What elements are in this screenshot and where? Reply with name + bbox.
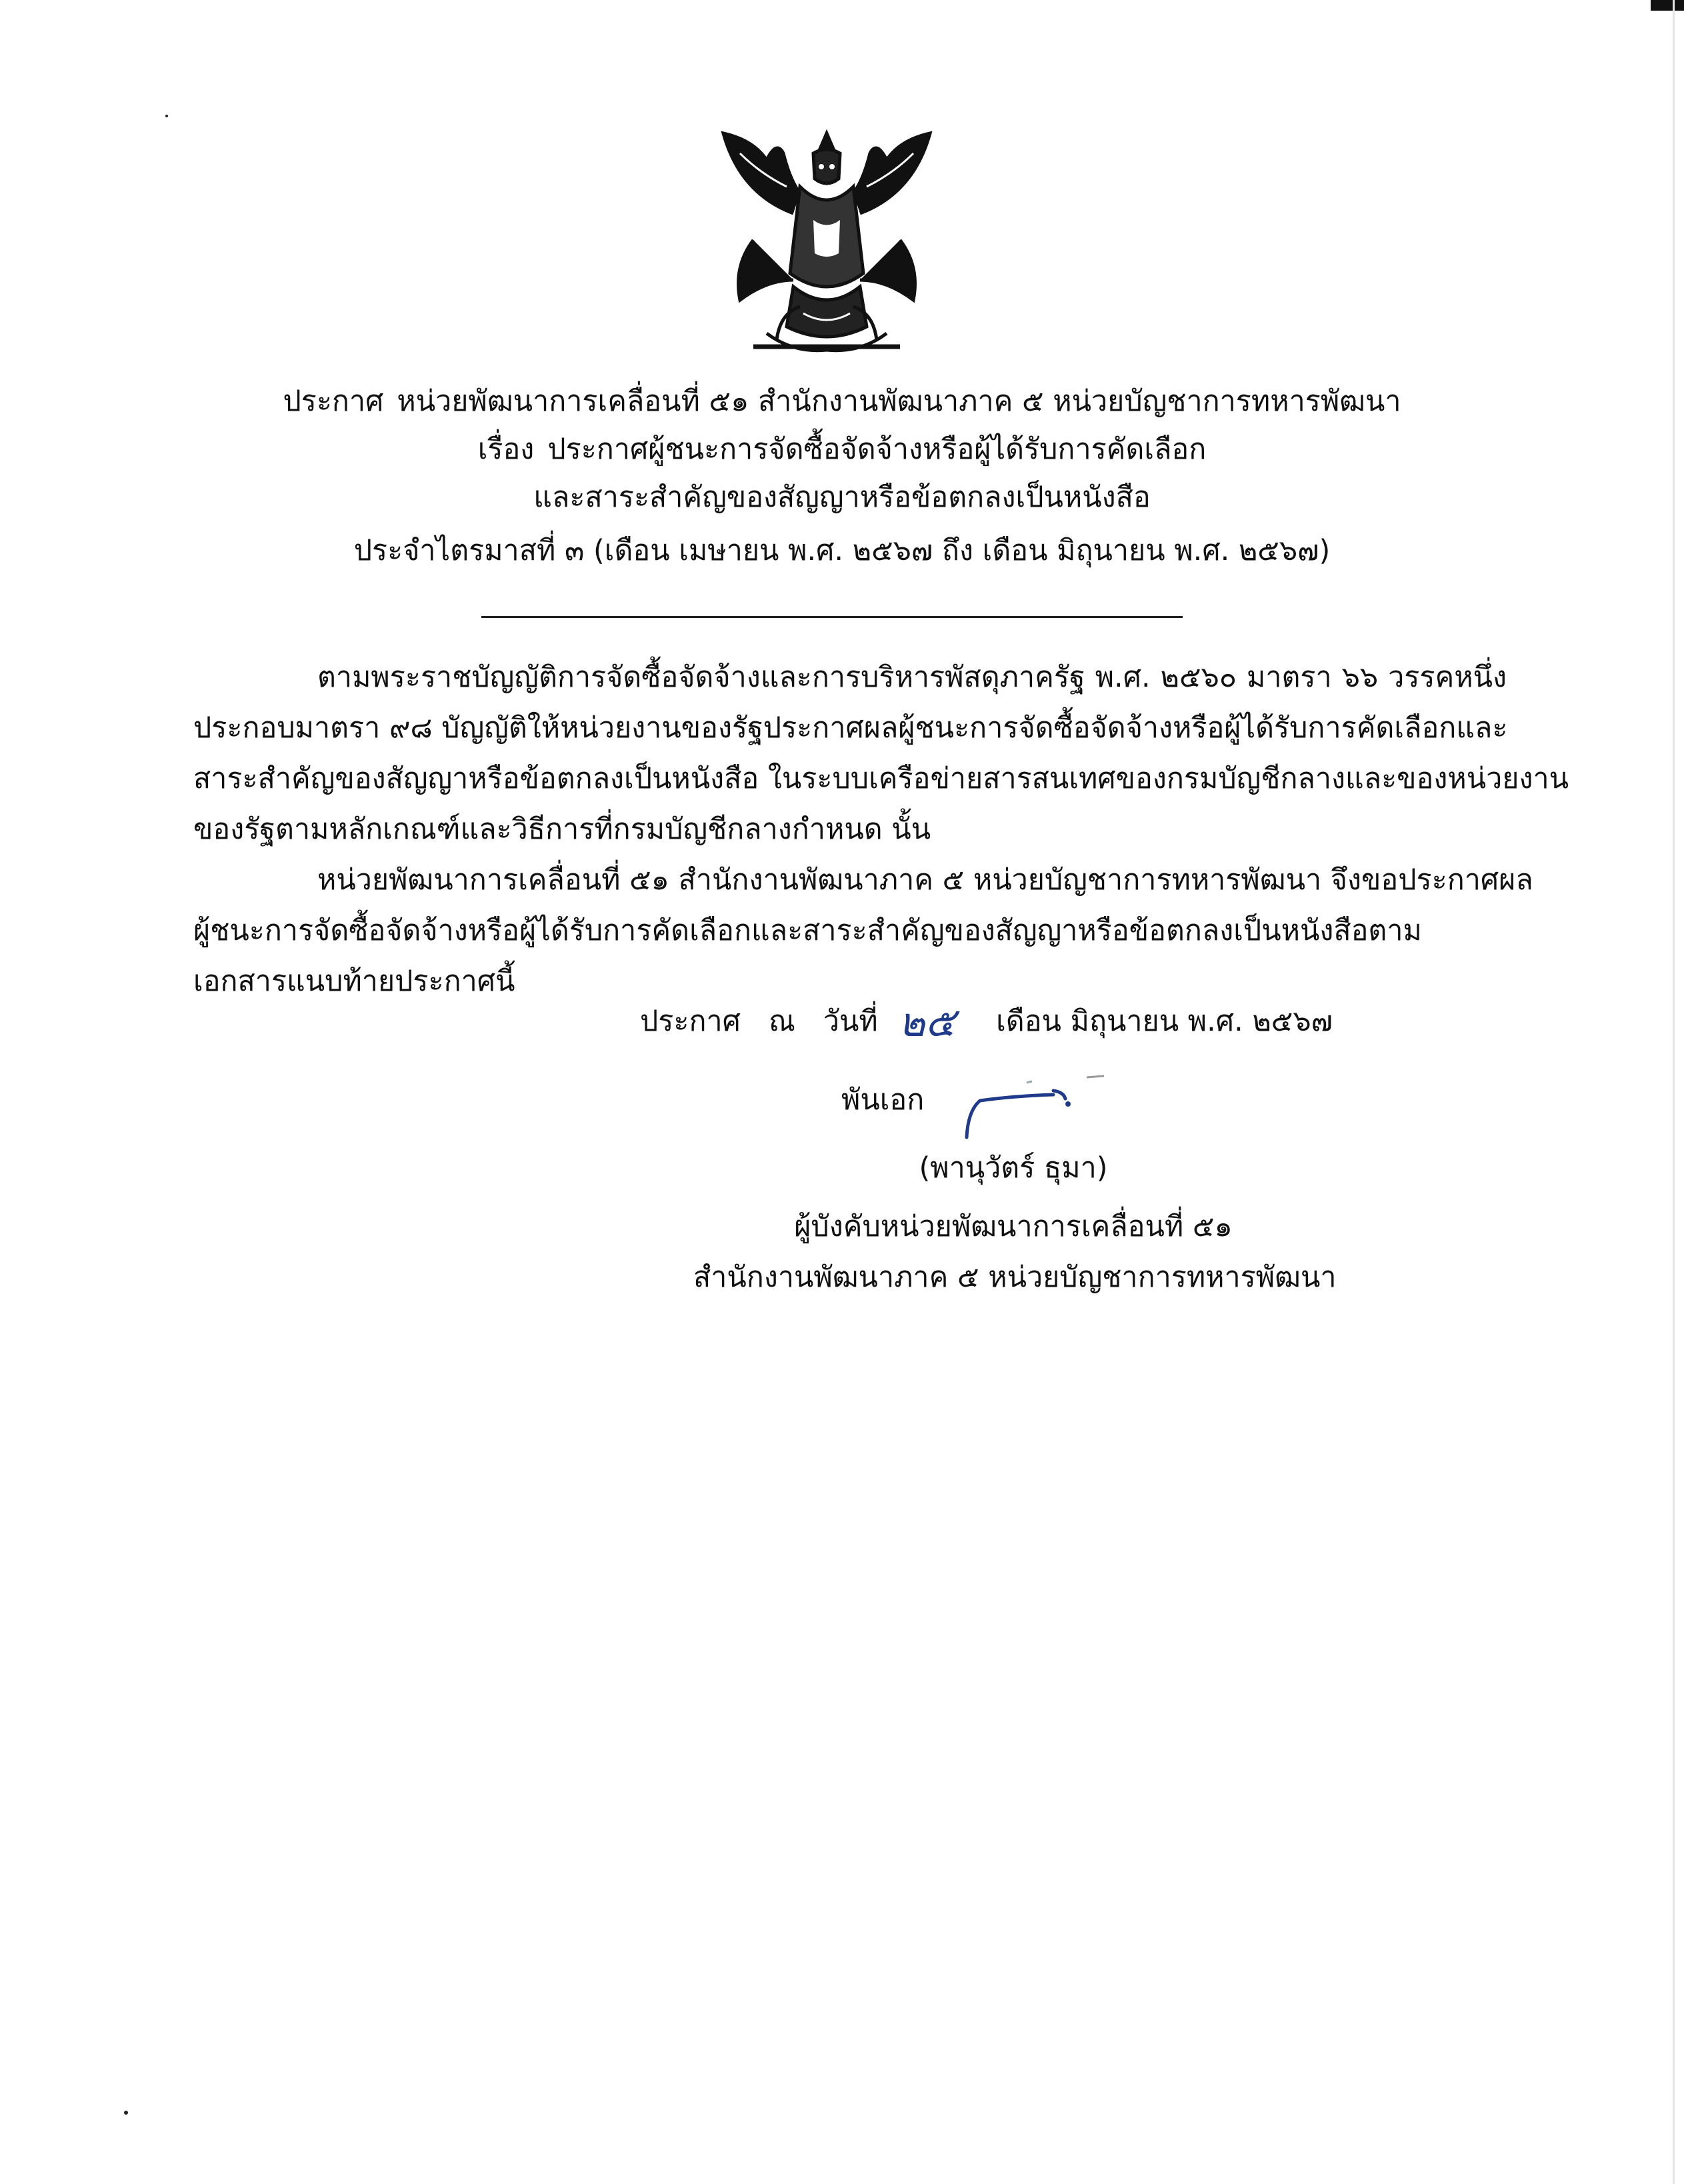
scan-speck <box>124 2111 128 2115</box>
announcement-title <box>0 377 1684 425</box>
paragraph-line: สาระสำคัญของสัญญาหรือข้อตกลงเป็นหนังสือ ในระบบเครือข่ายสารสนเทศของกรมบัญชีกลางและของหน่วยงาน <box>193 762 1569 795</box>
handwritten-day-mark <box>887 987 987 1053</box>
announcement-label: ประกาศ <box>283 385 384 418</box>
signatory-name: (พานุวัตร์ ธุมา) <box>919 1151 1108 1185</box>
date-prefix: ประกาศ <box>640 1005 741 1038</box>
handwritten-day-value: ๒๕ <box>899 999 956 1046</box>
announcement-date <box>640 996 1333 1047</box>
paragraph-line: ผู้ชนะการจัดซื้อจัดจ้างหรือผู้ได้รับการคัดเลือกและสาระสำคัญของสัญญาหรือข้อตกลงเป็นหนังสือตาม <box>193 914 1422 947</box>
month-year: เดือน มิถุนายน พ.ศ. ๒๕๖๗ <box>996 1005 1333 1038</box>
handwritten-day <box>887 996 987 1047</box>
signatory-position: ผู้บังคับหน่วยพัฒนาการเคลื่อนที่ ๕๑ <box>794 1210 1233 1243</box>
handwritten-signature-icon <box>953 1064 1120 1144</box>
body-paragraph-1 <box>193 652 1569 855</box>
subject-line <box>0 425 1684 473</box>
signatory-office: สำนักงานพัฒนาภาค ๕ หน่วยบัญชาการทหารพัฒนา <box>693 1261 1337 1294</box>
subject-line-2: และสาระสำคัญของสัญญาหรือข้อตกลงเป็นหนังสือ <box>533 481 1151 514</box>
subject-label: เรื่อง <box>477 433 535 466</box>
issuer-name: หน่วยพัฒนาการเคลื่อนที่ ๕๑ สำนักงานพัฒนาภาค ๕ หน่วยบัญชาการทหารพัฒนา <box>397 385 1401 418</box>
header-divider <box>481 616 1183 618</box>
paragraph-line: ตามพระราชบัญญัติการจัดซื้อจัดจ้างและการบริหารพัสดุภาครัฐ พ.ศ. ๒๕๖๐ มาตรา ๖๖ วรรคหนึ่ง <box>317 661 1507 694</box>
day-label: วันที่ <box>823 1005 878 1038</box>
signatory-rank: พันเอก <box>841 1083 925 1117</box>
subject-text: ประกาศผู้ชนะการจัดซื้อจัดจ้างหรือผู้ได้รับการคัดเลือก <box>547 433 1207 466</box>
scan-edge-shadow <box>1673 0 1675 2184</box>
scan-speck <box>165 115 168 117</box>
paragraph-line: เอกสารแนบท้ายประกาศนี้ <box>193 965 515 998</box>
paragraph-line: หน่วยพัฒนาการเคลื่อนที่ ๕๑ สำนักงานพัฒนาภาค ๕ หน่วยบัญชาการทหารพัฒนา จึงขอประกาศผล <box>317 863 1533 897</box>
quarter-period: ประจำไตรมาสที่ ๓ (เดือน เมษายน พ.ศ. ๒๕๖๗ ถึง เดือน มิถุนายน พ.ศ. ๒๕๖๗) <box>353 534 1331 567</box>
garuda-emblem-icon <box>713 113 940 360</box>
paragraph-line: ประกอบมาตรา ๙๘ บัญญัติให้หน่วยงานของรัฐประกาศผลผู้ชนะการจัดซื้อจัดจ้างหรือผู้ได้รับการคัดเลือกและ <box>193 711 1508 745</box>
scan-corner-mark <box>1651 0 1684 11</box>
date-at: ณ <box>768 1005 795 1038</box>
body-paragraph-2 <box>193 855 1533 1007</box>
paragraph-line: ของรัฐตามหลักเกณฑ์และวิธีการที่กรมบัญชีกลางกำหนด นั้น <box>193 813 931 846</box>
